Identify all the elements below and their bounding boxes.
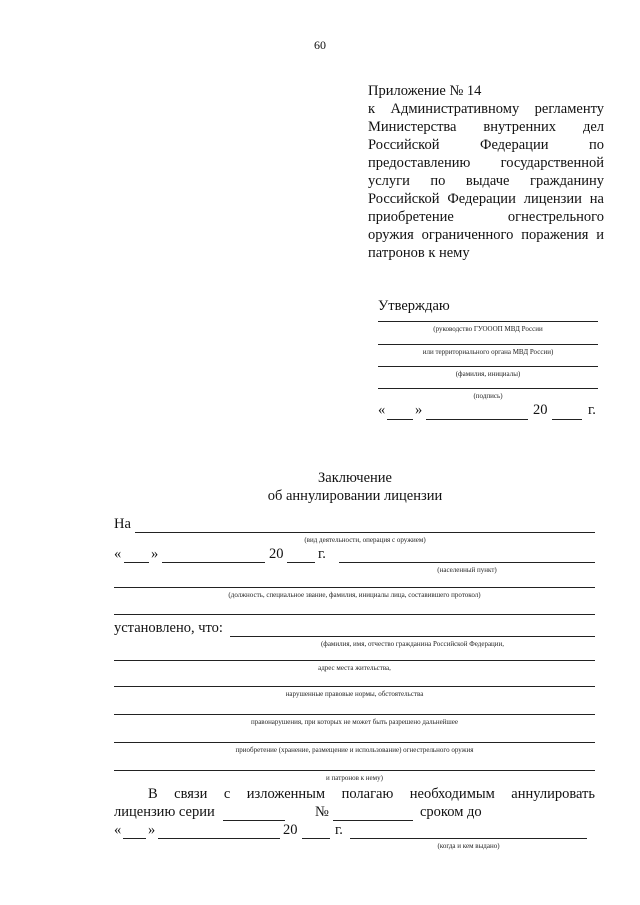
appendix-line: предоставлению государственной bbox=[368, 155, 604, 171]
term-label: сроком до bbox=[420, 804, 482, 820]
date-year-prefix: 20 bbox=[269, 546, 284, 562]
approve-quote-open: « bbox=[378, 402, 386, 418]
date-year-suffix: г. bbox=[318, 546, 326, 562]
appendix-line: оружия ограниченного поражения и bbox=[368, 227, 604, 243]
final-day-field[interactable] bbox=[123, 838, 146, 839]
violations-field[interactable] bbox=[114, 686, 595, 687]
activity-field[interactable] bbox=[135, 532, 595, 533]
final-year-field[interactable] bbox=[302, 838, 330, 839]
number-sign: № bbox=[315, 804, 329, 820]
position-field[interactable] bbox=[114, 587, 595, 588]
appendix-line: Министерства внутренних дел bbox=[368, 119, 604, 135]
approve-caption-territorial: или территориального органа МВД России) bbox=[422, 348, 554, 356]
appendix-line: приобретение огнестрельного bbox=[368, 209, 604, 225]
date-month-field[interactable] bbox=[162, 562, 265, 563]
approve-caption-name: (фамилия, инициалы) bbox=[455, 370, 521, 378]
conclusion-text: В связи с изложенным полагаю необходимым аннулировать bbox=[148, 786, 595, 802]
approve-title: Утверждаю bbox=[378, 298, 450, 314]
approve-year-suffix: г. bbox=[588, 402, 596, 418]
license-series-label: лицензию серии bbox=[114, 804, 215, 820]
appendix-line: патронов к нему bbox=[368, 245, 470, 261]
approve-field-line-4[interactable] bbox=[378, 388, 598, 389]
date-quote-open: « bbox=[114, 546, 122, 562]
offense-field[interactable] bbox=[114, 714, 595, 715]
na-label: На bbox=[114, 516, 131, 532]
final-quote-open: « bbox=[114, 822, 122, 838]
citizen-name-field[interactable] bbox=[230, 636, 595, 637]
approve-day-field[interactable] bbox=[387, 419, 413, 420]
approve-year-prefix: 20 bbox=[533, 402, 548, 418]
caption-acquisition: приобретение (хранение, размещение и использование) огнестрельного оружия bbox=[235, 746, 474, 754]
approve-field-line-2[interactable] bbox=[378, 344, 598, 345]
final-month-field[interactable] bbox=[158, 838, 280, 839]
caption-issued: (когда и кем выдано) bbox=[437, 842, 500, 850]
final-year-suffix: г. bbox=[335, 822, 343, 838]
license-number-field[interactable] bbox=[333, 820, 413, 821]
approve-caption-signature: (подпись) bbox=[473, 392, 503, 400]
caption-position: (должность, специальное звание, фамилия, инициалы лица, составившего протокол) bbox=[228, 591, 481, 599]
caption-activity: (вид деятельности, операция с оружием) bbox=[304, 536, 426, 544]
established-label: установлено, что: bbox=[114, 620, 223, 636]
date-quote-close: » bbox=[151, 546, 159, 562]
appendix-line: Российской Федерации лицензии на bbox=[368, 191, 604, 207]
address-field[interactable] bbox=[114, 660, 595, 661]
approve-field-line-3[interactable] bbox=[378, 366, 598, 367]
locality-field[interactable] bbox=[339, 562, 595, 563]
cartridges-field[interactable] bbox=[114, 770, 595, 771]
approve-field-line-1[interactable] bbox=[378, 321, 598, 322]
appendix-line: Российской Федерации по bbox=[368, 137, 604, 153]
appendix-line: Приложение № 14 bbox=[368, 83, 482, 99]
date-day-field[interactable] bbox=[124, 562, 149, 563]
approve-year-field[interactable] bbox=[552, 419, 582, 420]
blank-field[interactable] bbox=[114, 614, 595, 615]
acquisition-field[interactable] bbox=[114, 742, 595, 743]
caption-name: (фамилия, имя, отчество гражданина Российской Федерации, bbox=[320, 640, 505, 648]
issued-by-field[interactable] bbox=[350, 838, 587, 839]
license-series-field[interactable] bbox=[223, 820, 285, 821]
appendix-line: услуги по выдаче гражданину bbox=[368, 173, 604, 189]
caption-address: адрес места жительства, bbox=[318, 664, 391, 672]
final-year-prefix: 20 bbox=[283, 822, 298, 838]
page-number: 60 bbox=[314, 38, 326, 52]
final-quote-close: » bbox=[148, 822, 156, 838]
approve-month-field[interactable] bbox=[426, 419, 528, 420]
caption-violations: нарушенные правовые нормы, обстоятельства bbox=[285, 690, 424, 698]
caption-locality: (населенный пункт) bbox=[437, 566, 497, 574]
date-year-field[interactable] bbox=[287, 562, 315, 563]
approve-quote-close: » bbox=[415, 402, 423, 418]
appendix-line: к Административному регламенту bbox=[368, 101, 604, 117]
appendix-header bbox=[368, 82, 604, 262]
document-subtitle: об аннулировании лицензии bbox=[267, 488, 443, 504]
caption-offense: правонарушения, при которых не может быть разрешено дальнейшее bbox=[250, 718, 459, 726]
caption-cartridges: и патронов к нему) bbox=[326, 774, 383, 782]
document-title: Заключение bbox=[318, 470, 392, 486]
approve-caption-authority: (руководство ГУОООП МВД России bbox=[433, 325, 543, 333]
